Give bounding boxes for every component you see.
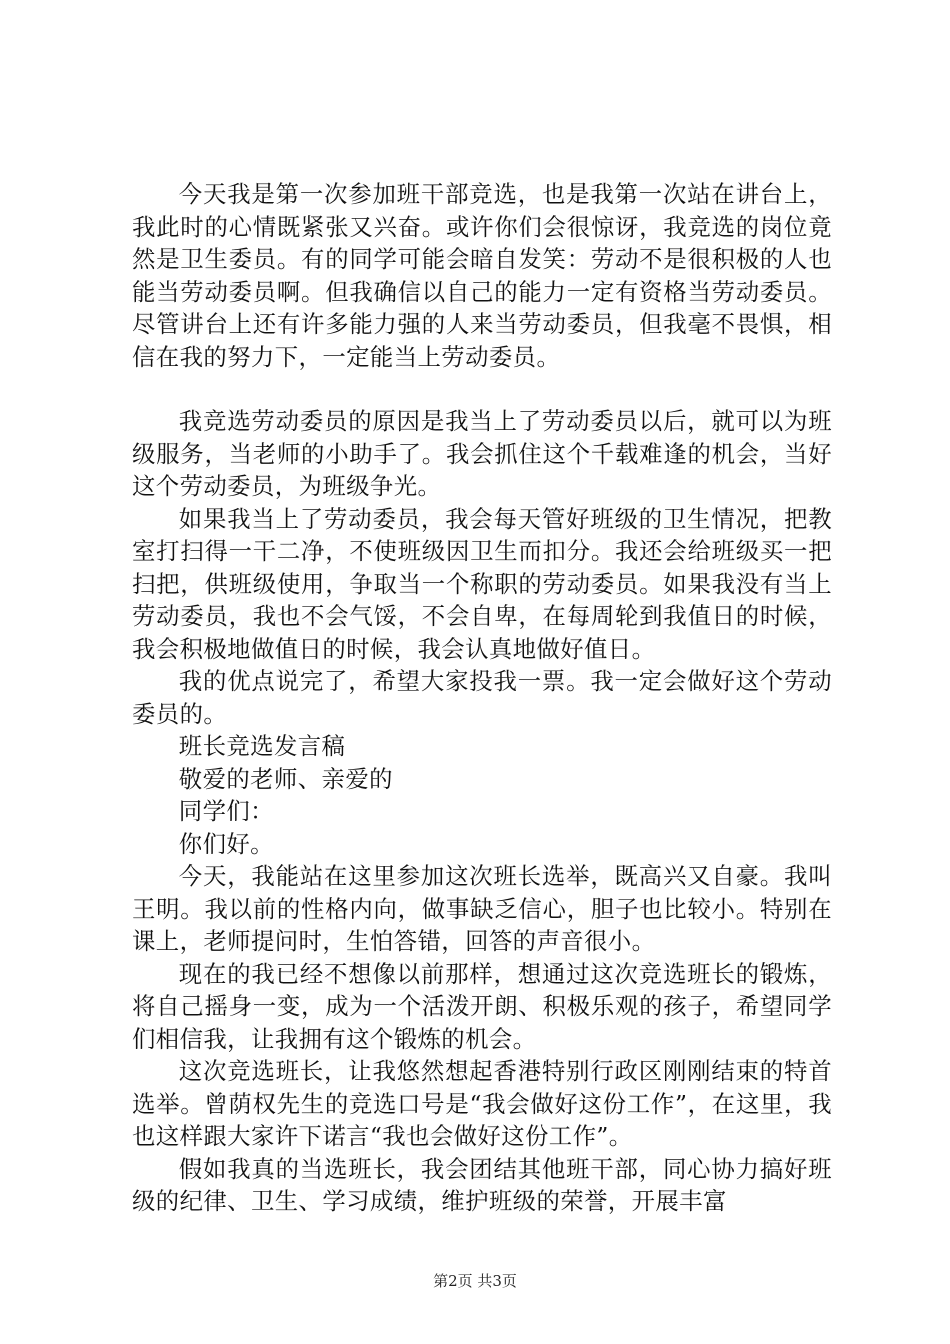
- paragraph-8: 假如我真的当选班长，我会团结其他班干部，同心协力搞好班级的纪律、卫生、学习成绩，维护班级的荣誉，开展丰富: [132, 1154, 832, 1215]
- paragraph-5: 今天，我能站在这里参加这次班长选举，既高兴又自豪。我叫王明。我以前的性格内向，做事缺乏信心，胆子也比较小。特别在课上，老师提问时，生怕答错，回答的声音很小。: [132, 862, 832, 955]
- paragraph-3: 如果我当上了劳动委员，我会每天管好班级的卫生情况，把教室打扫得一干二净，不使班级因卫生而扣分。我还会给班级买一把扫把，供班级使用，争取当一个称职的劳动委员。如果我没有当上劳动委员，我也不会气馁，不会自卑，在每周轮到我值日的时候，我会积极地做值日的时候，我会认真地做好值日。: [132, 504, 832, 663]
- paragraph-6: 现在的我已经不想像以前那样，想通过这次竞选班长的锻炼，将自己摇身一变，成为一个活泼开朗、积极乐观的孩子，希望同学们相信我，让我拥有这个锻炼的机会。: [132, 959, 832, 1053]
- paragraph-7: 这次竞选班长，让我悠然想起香港特别行政区刚刚结束的特首选举。曾荫权先生的竞选口号是“我会做好这份工作”，在这里，我也这样跟大家许下诺言“我也会做好这份工作”。: [132, 1057, 832, 1150]
- paragraph-1: 今天我是第一次参加班干部竞选，也是我第一次站在讲台上，我此时的心情既紧张又兴奋。或许你们会很惊讶，我竞选的岗位竟然是卫生委员。有的同学可能会暗自发笑：劳动不是很积极的人也能当劳动委员啊。但我确信以自己的能力一定有资格当劳动委员。尽管讲台上还有许多能力强的人来当劳动委员，但我毫不畏惧，相信在我的努力下，一定能当上劳动委员。: [132, 180, 832, 371]
- paragraph-spacer: [132, 373, 832, 405]
- salutation-line-1: 敬爱的老师、亲爱的: [178, 764, 393, 793]
- paragraph-2: 我竞选劳动委员的原因是我当上了劳动委员以后，就可以为班级服务，当老师的小助手了。我会抓住这个千载难逢的机会，当好这个劳动委员，为班级争光。: [132, 407, 832, 500]
- greeting: 你们好。: [178, 829, 274, 858]
- document-body: [132, 178, 832, 1218]
- page-footer: 第2页 共3页: [433, 1272, 517, 1290]
- section-title: 班长竞选发言稿: [178, 732, 346, 760]
- paragraph-4: 我的优点说完了，希望大家投我一票。我一定会做好这个劳动委员的。: [132, 667, 832, 728]
- salutation-line-2: 同学们：: [178, 797, 274, 825]
